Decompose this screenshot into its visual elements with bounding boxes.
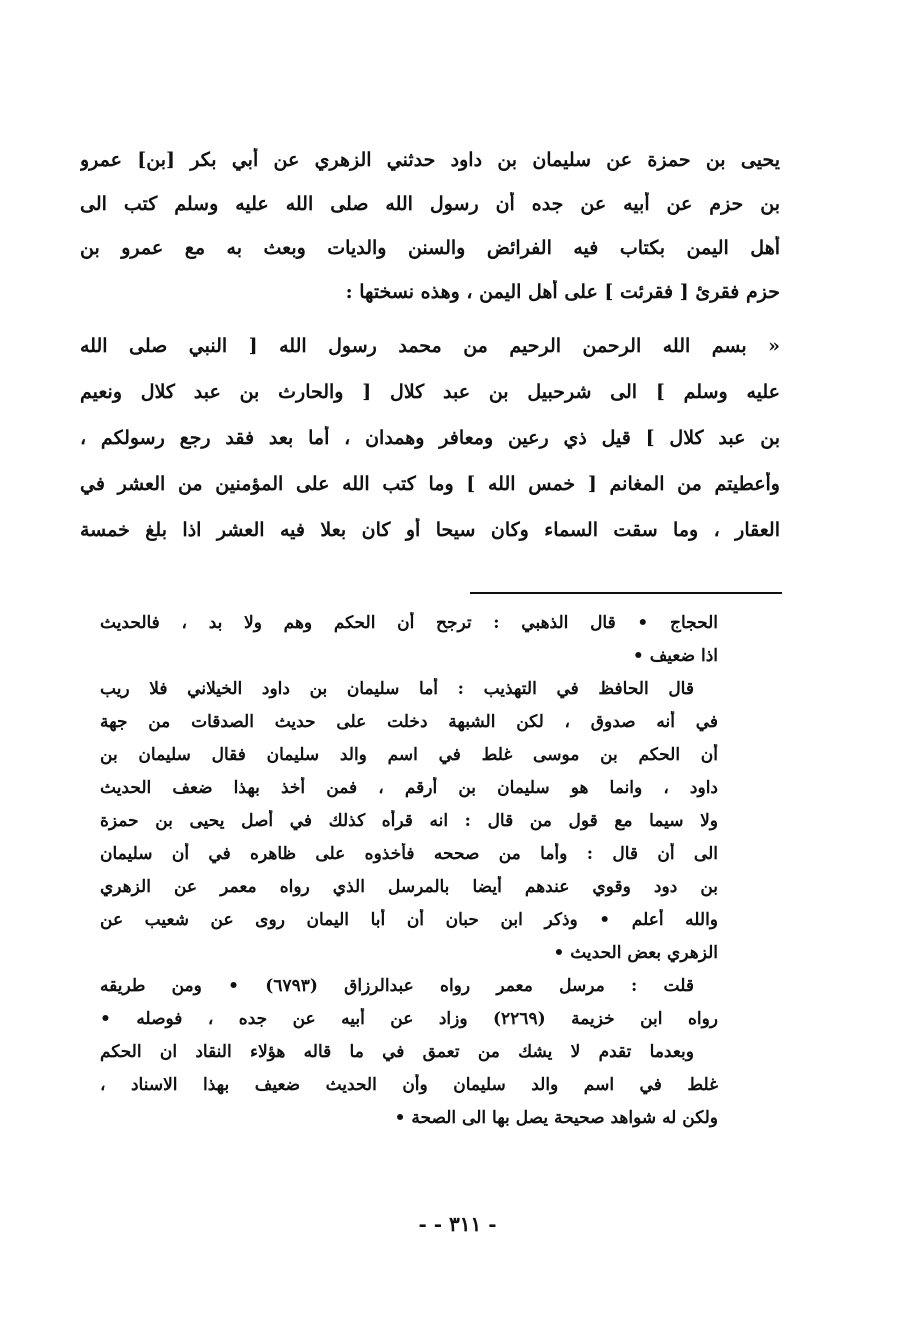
- footnote-line: ولا سيما مع قول من قال : انه قرأه كذلك في أصل يحيى بن حمزة: [100, 811, 718, 831]
- footnote-line: بن دود وقوي عندهم أيضا بالمرسل الذي رواه معمر عن الزهري: [100, 877, 718, 897]
- footnote-line: رواه ابن خزيمة (٢٢٦٩) وزاد عن أبيه عن جده ، فوصله •: [100, 1009, 718, 1029]
- footnote-line: الحجاج • قال الذهبي : ترجح أن الحكم وهم ولا بد ، فالحديث: [100, 613, 718, 633]
- footnote-line: والله أعلم • وذكر ابن حبان أن أبا اليمان روى عن شعيب عن: [100, 910, 718, 930]
- text-line: أهل اليمن بكتاب فيه الفرائض والسنن والديات وبعث به مع عمرو بن: [80, 237, 780, 259]
- text-line: وأعطيتم من المغانم [ خمس الله ] وما كتب الله على المؤمنين من العشر في: [80, 473, 780, 495]
- footnote-line: داود ، وانما هو سليمان بن أرقم ، فمن أخذ بهذا ضعف الحديث: [100, 778, 718, 798]
- text-line: العقار ، وما سقت السماء وكان سيحا أو كان بعلا فيه العشر اذا بلغ خمسة: [80, 519, 780, 541]
- paragraph-letter-text: [80, 334, 780, 542]
- paragraph-hadith-chain: [80, 148, 780, 304]
- footnote-line: ولكن له شواهد صحيحة يصل بها الى الصحة •: [394, 1108, 718, 1128]
- text-line: « بسم الله الرحمن الرحيم من محمد رسول الله [ النبي صلى الله: [80, 335, 780, 357]
- footnote-line: اذا ضعيف •: [632, 646, 718, 666]
- page-number: - - ٣١١ -: [418, 1212, 497, 1236]
- main-text: [80, 148, 780, 564]
- footnote-line: في أنه صدوق ، لكن الشبهة دخلت على حديث الصدقات من جهة: [100, 712, 718, 732]
- footnote-line: أن الحكم بن موسى غلط في اسم والد سليمان فقال سليمان بن: [100, 745, 718, 765]
- footnote-divider: [470, 592, 782, 594]
- footnote-line: الى أن قال : وأما من صححه فأخذوه على ظاهره في أن سليمان: [100, 844, 718, 864]
- text-line: يحيى بن حمزة عن سليمان بن داود حدثني الزهري عن أبي بكر [بن] عمرو: [80, 149, 780, 171]
- footnote-line: قلت : مرسل معمر رواه عبدالرزاق (٦٧٩٣) • ومن طريقه: [100, 976, 694, 996]
- footnotes: [100, 612, 718, 1140]
- text-line: حزم فقرئ [ فقرئت ] على أهل اليمن ، وهذه نسختها :: [345, 281, 780, 303]
- footnote-line: قال الحافظ في التهذيب : أما سليمان بن داود الخيلاني فلا ريب: [100, 679, 694, 699]
- text-line: بن حزم عن أبيه عن جده أن رسول الله صلى الله عليه وسلم كتب الى: [80, 193, 780, 215]
- footnote-line: الزهري بعض الحديث •: [553, 943, 718, 963]
- footnote-line: وبعدما تقدم لا يشك من تعمق في ما قاله هؤلاء النقاد ان الحكم: [100, 1042, 694, 1062]
- text-line: بن عبد كلال ] قيل ذي رعين ومعافر وهمدان ، أما بعد فقد رجع رسولكم ،: [80, 427, 780, 449]
- text-line: عليه وسلم ] الى شرحبيل بن عبد كلال [ والحارث بن عبد كلال ونعيم: [80, 381, 780, 403]
- footnote-line: غلط في اسم والد سليمان وأن الحديث ضعيف بهذا الاسناد ،: [100, 1075, 718, 1095]
